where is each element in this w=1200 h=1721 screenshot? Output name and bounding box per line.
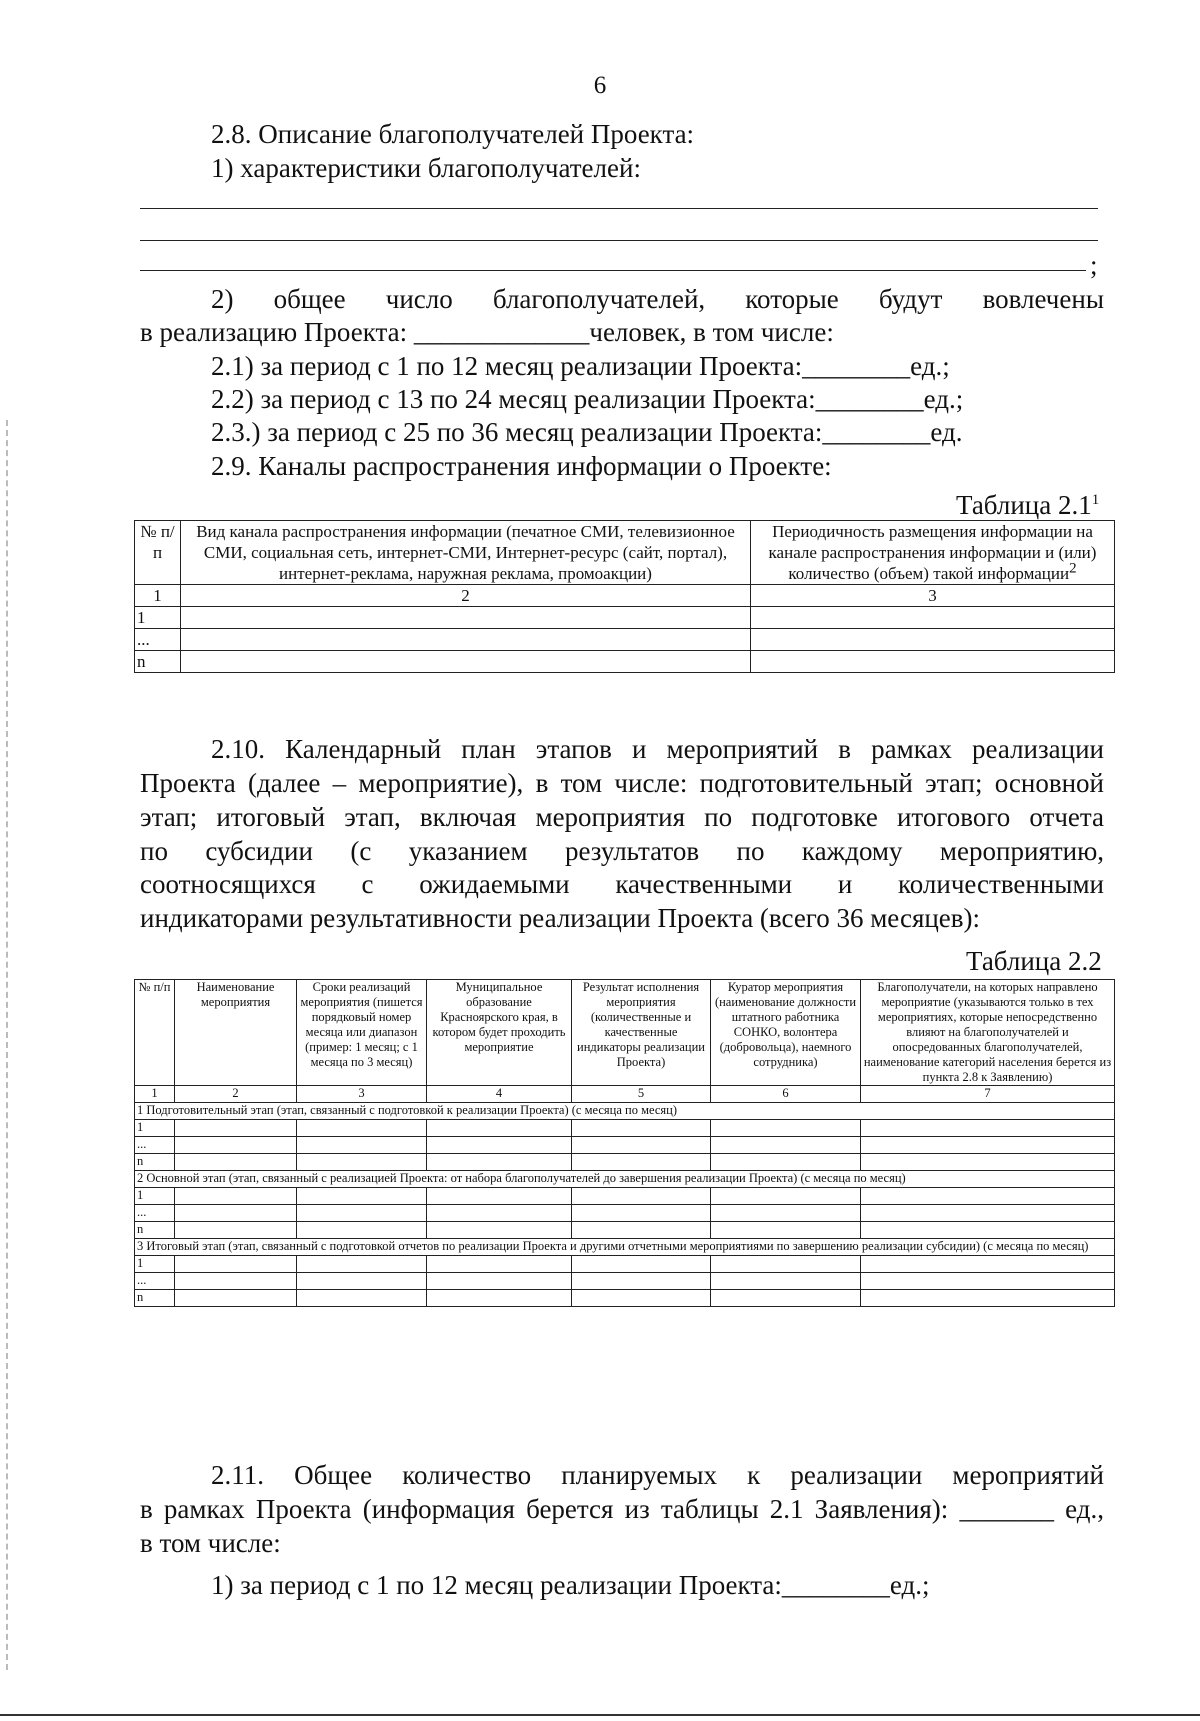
table-cell[interactable]: [572, 1256, 711, 1273]
table-cell[interactable]: [861, 1137, 1115, 1154]
col-curator-header: Куратор мероприятия (наименование должности штатного работника СОНКО, волонтера (добровольца), наемного сотрудника): [711, 980, 861, 1086]
row-label: n: [135, 1290, 175, 1307]
table-row: [135, 1290, 1115, 1307]
table-cell[interactable]: [175, 1273, 297, 1290]
table-cell[interactable]: [181, 607, 751, 629]
table-number-row: [135, 1086, 1115, 1103]
word: благополучателей,: [492, 284, 706, 314]
table-cell[interactable]: [427, 1205, 572, 1222]
table-cell[interactable]: [711, 1188, 861, 1205]
beneficiary-count-line: [211, 283, 1104, 315]
table-cell[interactable]: [572, 1188, 711, 1205]
table-cell[interactable]: [175, 1290, 297, 1307]
table-row: [135, 1222, 1115, 1239]
table-cell: 5: [572, 1086, 711, 1103]
table-cell[interactable]: [297, 1137, 427, 1154]
row-label: n: [135, 1222, 175, 1239]
table-cell[interactable]: [572, 1205, 711, 1222]
table-cell[interactable]: [711, 1222, 861, 1239]
table-cell[interactable]: [711, 1290, 861, 1307]
table-cell[interactable]: [175, 1154, 297, 1171]
table-cell[interactable]: [297, 1273, 427, 1290]
section-2-10-line-6: индикаторами результативности реализации Проекта (всего 36 месяцев):: [140, 903, 981, 933]
table-row: [135, 1120, 1115, 1137]
col-channel-header: Вид канала распространения информации (печатное СМИ, телевизионное СМИ, социальная сеть, интернет-СМИ, Интернет-ресурс (сайт, портал), интернет-реклама, наружная реклама, промоакции): [181, 521, 751, 585]
table-cell: 2: [175, 1086, 297, 1103]
period-1-12-field: 2.1) за период с 1 по 12 месяц реализации Проекта:________ед.;: [211, 351, 950, 381]
table-cell[interactable]: [427, 1222, 572, 1239]
section-2-8-heading: 2.8. Описание благополучателей Проекта:: [211, 119, 695, 149]
col-event-name-header: Наименование мероприятия: [175, 980, 297, 1086]
stage-2-row: [135, 1171, 1115, 1188]
word: вовлечены: [982, 284, 1104, 314]
table-cell: 4: [427, 1086, 572, 1103]
fill-line-2[interactable]: [140, 240, 1098, 241]
table-cell: 3: [751, 585, 1115, 607]
table-cell[interactable]: [572, 1120, 711, 1137]
table-cell[interactable]: [181, 629, 751, 651]
stage-title: 3 Итоговый этап (этап, связанный с подготовкой отчетов по реализации Проекта и другими отчетными мероприятиями по завершению реализации субсидии) (с месяца по месяц): [135, 1239, 1115, 1256]
table-cell[interactable]: [711, 1273, 861, 1290]
stage-title: 2 Основной этап (этап, связанный с реализацией Проекта: от набора благополучателей до завершения реализации Проекта) (с месяца по месяц): [135, 1171, 1115, 1188]
col-result-header: Результат исполнения мероприятия (количественные и качественные индикаторы реализации Проекта): [572, 980, 711, 1086]
scan-edge-left: [6, 420, 10, 1670]
table-cell[interactable]: [297, 1154, 427, 1171]
table-cell[interactable]: [751, 651, 1115, 673]
table-cell[interactable]: [572, 1222, 711, 1239]
table-cell[interactable]: [175, 1188, 297, 1205]
table-cell[interactable]: [175, 1137, 297, 1154]
table-cell[interactable]: [711, 1205, 861, 1222]
table-cell[interactable]: [181, 651, 751, 673]
table-cell: 3: [297, 1086, 427, 1103]
section-2-11-period-1-12: 1) за период с 1 по 12 месяц реализации Проекта:________ед.;: [211, 1570, 930, 1600]
section-2-11-line-3: в том числе:: [140, 1528, 281, 1558]
table-cell[interactable]: [711, 1137, 861, 1154]
row-label: ...: [135, 1205, 175, 1222]
table-row: [135, 629, 1115, 651]
table-cell[interactable]: [427, 1290, 572, 1307]
table-2-1-caption: Таблица $2.1^1$: [956, 490, 1100, 520]
section-2-9-heading: 2.9. Каналы распространения информации о Проекте:: [211, 451, 832, 481]
table-cell[interactable]: [861, 1188, 1115, 1205]
row-label: ...: [135, 1137, 175, 1154]
col-frequency-header: Периодичность размещения информации на канале распространения информации и (или) количество (объем) такой информации$^2$: [751, 521, 1115, 585]
row-label: ...: [135, 629, 181, 651]
word: число: [385, 284, 453, 314]
section-2-10-line-5: соотносящихся с ожидаемыми качественными и количественными: [140, 869, 1104, 899]
section-2-11-line-1: 2.11. Общее количество планируемых к реализации мероприятий: [211, 1460, 1104, 1490]
table-cell: 7: [861, 1086, 1115, 1103]
scan-edge-bottom: [0, 1714, 1200, 1716]
table-cell[interactable]: [427, 1256, 572, 1273]
table-cell[interactable]: [427, 1120, 572, 1137]
col-number-header: № п/п: [135, 521, 181, 585]
word: 2): [211, 284, 234, 314]
table-cell[interactable]: [861, 1273, 1115, 1290]
section-2-10-line-4: по субсидии (с указанием результатов по каждому мероприятию,: [140, 836, 1104, 866]
table-header-row: [135, 521, 1115, 585]
table-cell[interactable]: [297, 1120, 427, 1137]
section-2-11-line-2: в рамках Проекта (информация берется из таблицы 2.1 Заявления): _______ ед.,: [140, 1494, 1104, 1524]
table-cell: 1: [135, 585, 181, 607]
table-cell[interactable]: [861, 1120, 1115, 1137]
table-cell[interactable]: [861, 1222, 1115, 1239]
table-cell[interactable]: [427, 1137, 572, 1154]
table-cell[interactable]: [297, 1205, 427, 1222]
table-cell[interactable]: [427, 1188, 572, 1205]
row-label: 1: [135, 607, 181, 629]
table-row: [135, 607, 1115, 629]
table-number-row: [135, 585, 1115, 607]
section-2-10-line-2: Проекта (далее – мероприятие), в том числе: подготовительный этап; основной: [140, 768, 1104, 798]
table-cell[interactable]: [297, 1256, 427, 1273]
word: общее: [273, 284, 346, 314]
beneficiary-count-field: в реализацию Проекта: _____________человек, в том числе:: [140, 317, 834, 347]
page-number: 6: [593, 72, 607, 99]
row-label: n: [135, 1154, 175, 1171]
period-25-36-field: 2.3.) за период с 25 по 36 месяц реализации Проекта:________ед.: [211, 417, 963, 447]
table-cell[interactable]: [175, 1222, 297, 1239]
table-cell[interactable]: [297, 1290, 427, 1307]
table-row: [135, 651, 1115, 673]
table-2-2: [134, 979, 1115, 1307]
table-cell[interactable]: [861, 1154, 1115, 1171]
table-cell[interactable]: [572, 1273, 711, 1290]
table-cell[interactable]: [297, 1222, 427, 1239]
table-row: [135, 1137, 1115, 1154]
row-label: 1: [135, 1256, 175, 1273]
table-row: [135, 1154, 1115, 1171]
table-cell[interactable]: [175, 1120, 297, 1137]
table-cell: 1: [135, 1086, 175, 1103]
word: которые: [745, 284, 839, 314]
fill-line-semicolon: ;: [1090, 250, 1098, 280]
period-13-24-field: 2.2) за период с 13 по 24 месяц реализации Проекта:________ед.;: [211, 384, 964, 414]
table-cell[interactable]: [427, 1273, 572, 1290]
table-row: [135, 1256, 1115, 1273]
row-label: 1: [135, 1188, 175, 1205]
row-label: n: [135, 651, 181, 673]
table-2-2-caption: Таблица 2.2: [966, 946, 1102, 976]
table-row: [135, 1205, 1115, 1222]
table-cell[interactable]: [572, 1154, 711, 1171]
table-cell[interactable]: [861, 1256, 1115, 1273]
col-municipality-header: Муниципальное образование Красноярского края, в котором будет проходить мероприятие: [427, 980, 572, 1086]
table-cell[interactable]: [427, 1154, 572, 1171]
table-cell[interactable]: [711, 1120, 861, 1137]
col-number-header: № п/п: [135, 980, 175, 1086]
section-2-10-line-1: 2.10. Календарный план этапов и мероприятий в рамках реализации: [211, 734, 1104, 764]
fill-line-1[interactable]: [140, 208, 1098, 209]
table-header-row: [135, 980, 1115, 1086]
table-cell[interactable]: [297, 1188, 427, 1205]
col-beneficiaries-header: Благополучатели, на которых направлено мероприятие (указываются только в тех мероприятиях, которые непосредственно влияют на благополучателей и опосредованных благополучателей, наименование категорий населения берется из пункта 2.8 к Заявлению): [861, 980, 1115, 1086]
table-cell[interactable]: [861, 1205, 1115, 1222]
beneficiary-characteristics-label: 1) характеристики благополучателей:: [211, 153, 641, 183]
table-cell[interactable]: [711, 1256, 861, 1273]
table-cell[interactable]: [175, 1205, 297, 1222]
table-cell[interactable]: [861, 1290, 1115, 1307]
table-cell: 6: [711, 1086, 861, 1103]
table-row: [135, 1273, 1115, 1290]
table-cell[interactable]: [751, 607, 1115, 629]
table-2-1: [134, 520, 1115, 673]
table-row: [135, 1188, 1115, 1205]
stage-3-row: [135, 1239, 1115, 1256]
stage-1-row: [135, 1103, 1115, 1120]
table-cell: 2: [181, 585, 751, 607]
stage-title: 1 Подготовительный этап (этап, связанный с подготовкой к реализации Проекта) (с месяца по месяц): [135, 1103, 1115, 1120]
table-cell[interactable]: [711, 1154, 861, 1171]
table-cell[interactable]: [751, 629, 1115, 651]
table-cell[interactable]: [175, 1256, 297, 1273]
table-cell[interactable]: [572, 1137, 711, 1154]
row-label: 1: [135, 1120, 175, 1137]
fill-line-3[interactable]: [140, 270, 1086, 271]
section-2-10-line-3: этап; итоговый этап, включая мероприятия по подготовке итогового отчета: [140, 802, 1104, 832]
col-timing-header: Сроки реализаций мероприятия (пишется порядковый номер месяца или диапазон (пример: 1 месяц; с 1 месяца по 3 месяц): [297, 980, 427, 1086]
word: будут: [878, 284, 943, 314]
table-cell[interactable]: [572, 1290, 711, 1307]
row-label: ...: [135, 1273, 175, 1290]
